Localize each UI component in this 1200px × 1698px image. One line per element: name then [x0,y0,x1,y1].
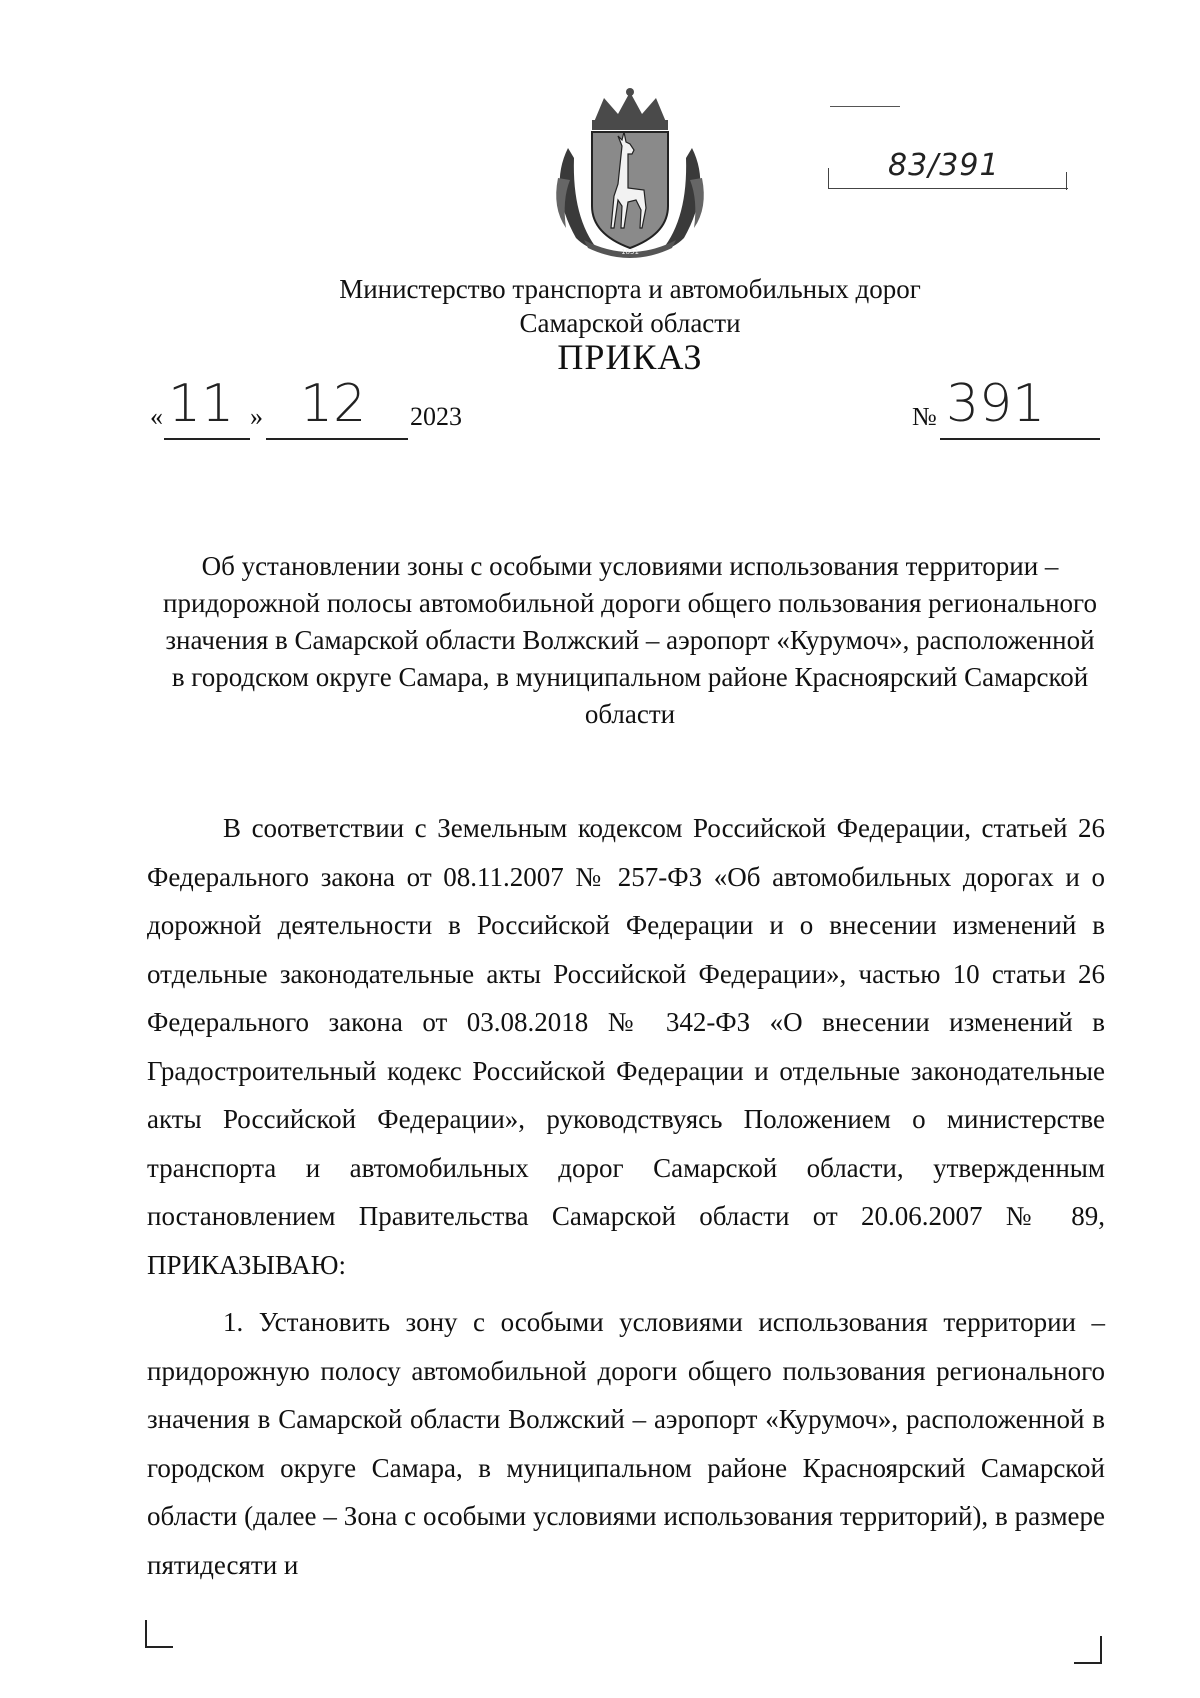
date-close-quote: » [250,402,263,431]
registration-number-handwritten: 83/391 [888,148,1000,183]
svg-text:1851: 1851 [621,248,639,256]
date-day-handwritten: 11 [168,374,235,434]
order-subject: Об установлении зоны с особыми условиями использования территории – придорожной полосы автомобильной дороги общего пользования регионального значения в Самарской области Волжский – аэропорт «Курумоч», расположенной в городском округе Самара, в муниципальном районе Красноярский Самарской области [163,551,1097,729]
date-open-quote: « [150,402,163,431]
ministry-name-line1: Министерство транспорта и автомобильных дорог [339,274,921,304]
date-month-handwritten: 12 [300,374,367,434]
number-underline [940,438,1100,440]
day-underline [164,438,250,440]
month-underline [266,438,408,440]
ministry-name-line2: Самарской области [519,308,741,338]
coat-of-arms-emblem [548,88,712,260]
item-1-paragraph: 1. Установить зону с особыми условиями использования территории – придорожную полосу автомобильной дороги общего пользования регионального значения в Самарской области Волжский – аэропорт «Курумоч», расположенной в городском округе Самара, в муниципальном районе Красноярский Самарской области (далее – Зона с особыми условиями использования территорий), в размере пятидесяти и [147,1307,1105,1580]
corner-mark-bottom-left [145,1620,173,1648]
stamp-bottom-line [828,188,1068,189]
order-number-handwritten: 391 [946,374,1046,434]
registration-stamp [820,100,1060,200]
stamp-right-tick [1066,172,1067,190]
preamble-paragraph: В соответствии с Земельным кодексом Российской Федерации, статьей 26 Федерального закона от 08.11.2007 № 257-ФЗ «Об автомобильных дорогах и о дорожной деятельности в Российской Федерации и о внесении изменений в отдельные законодательные акты Российской Федерации», частью 10 статьи 26 Федерального закона от 03.08.2018 № 342-ФЗ «О внесении изменений в Градостроительный кодекс Российской Федерации и отдельные законодательные акты Российской Федерации», руководствуясь Положением о министерстве транспорта и автомобильных дорог Самарской области, утвержденным постановлением Правительства Самарской области от 20.06.2007 № 89, ПРИКАЗЫВАЮ: [147,813,1105,1280]
number-label: № [912,402,937,431]
stamp-top-line [830,106,900,107]
document-type-title: ПРИКАЗ [557,337,703,377]
date-number-row [150,374,1100,452]
stamp-left-tick [828,168,829,188]
date-year: 2023 [410,402,462,431]
corner-mark-bottom-right [1074,1636,1102,1664]
